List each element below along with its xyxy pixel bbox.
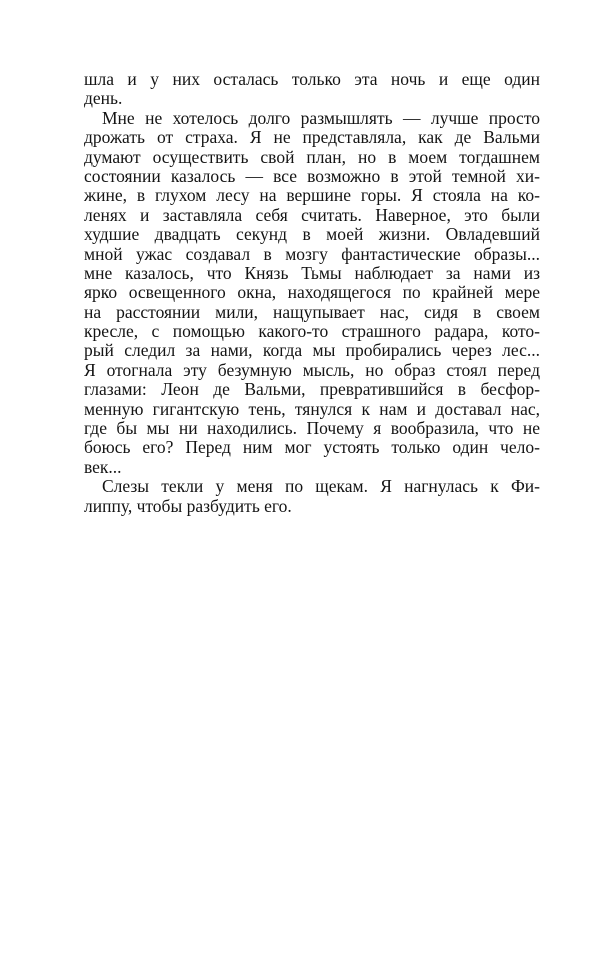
text-line: ярко освещенного окна, находящегося по крайней мере	[84, 282, 540, 303]
book-page-text	[84, 70, 540, 516]
text-line: кресле, с помощью какого-то страшного радара, кото-	[84, 321, 540, 342]
text-line: липпу, чтобы разбудить его.	[84, 495, 292, 516]
text-line: Слезы текли у меня по щекам. Я нагнулась к Фи-	[102, 476, 540, 497]
text-line: менную гигантскую тень, тянулся к нам и доставал нас,	[84, 398, 540, 419]
text-line: Мне не хотелось долго размышлять — лучше просто	[102, 107, 540, 128]
text-line: век...	[84, 456, 122, 477]
text-line: ленях и заставляла себя считать. Наверное, это были	[84, 204, 540, 225]
text-line: Я отогнала эту безумную мысль, но образ стоял перед	[84, 359, 540, 380]
text-line: глазами: Леон де Вальми, превратившийся в бесфор-	[84, 379, 540, 400]
text-line: думают осуществить свой план, но в моем тогдашнем	[84, 146, 540, 167]
text-line: боюсь его? Перед ним мог устоять только один чело-	[84, 437, 540, 458]
text-line: мне казалось, что Князь Тьмы наблюдает за нами из	[84, 262, 540, 283]
text-line: шла и у них осталась только эта ночь и еще один	[84, 69, 540, 89]
text-line: рый следил за нами, когда мы пробирались через лес...	[84, 340, 540, 361]
text-line: состоянии казалось — все возможно в этой темной хи-	[84, 165, 540, 186]
text-line: дрожать от страха. Я не представляла, как де Вальми	[84, 127, 540, 148]
text-line: на расстоянии мили, нащупывает нас, сидя в своем	[84, 301, 540, 322]
text-line: худшие двадцать секунд в моей жизни. Овладевший	[84, 224, 540, 245]
text-line: где бы мы ни находились. Почему я вообразила, что не	[84, 418, 540, 439]
text-line: мной ужас создавал в мозгу фантастические образы...	[84, 243, 540, 264]
text-line: жине, в глухом лесу на вершине горы. Я стояла на ко-	[84, 185, 540, 206]
text-line: день.	[84, 88, 123, 109]
